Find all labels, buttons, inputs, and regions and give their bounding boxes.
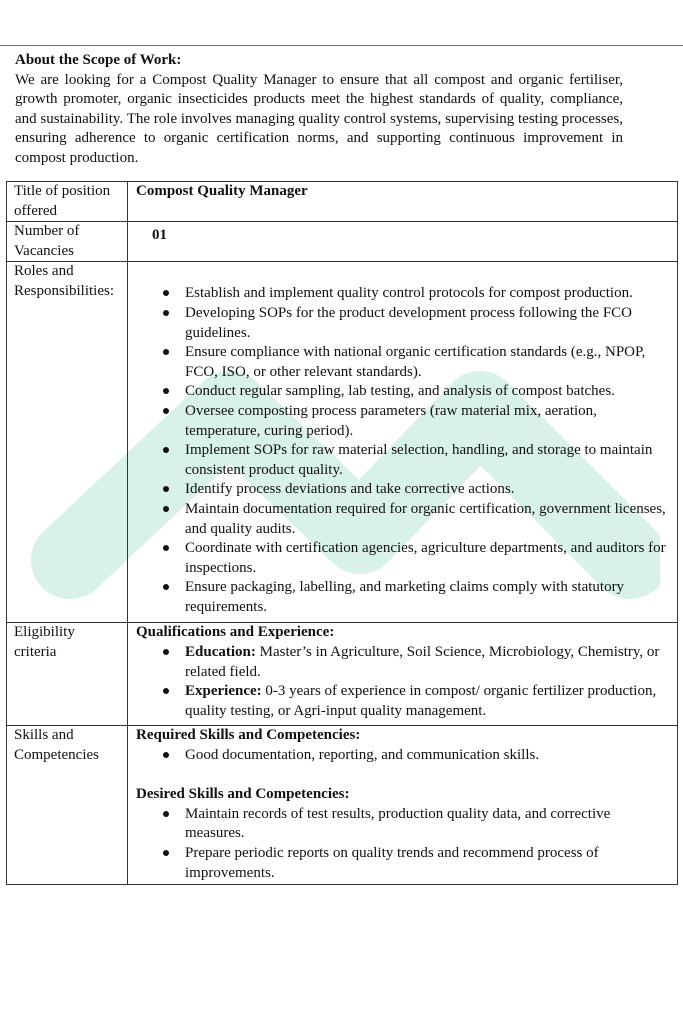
table-row-vacancies — [7, 222, 678, 262]
list-item — [185, 643, 671, 682]
experience-label: Experience: — [185, 683, 262, 700]
roles-list — [135, 284, 671, 617]
scope-heading: About the Scope of Work: — [15, 52, 182, 68]
list-item — [185, 682, 671, 721]
scope-paragraph: We are looking for a Compost Quality Manager to ensure that all compost and organic fertiliser, growth promoter, organic insecticides products meet the highest standards of quality, compliance, and sustainability. The role involves managing quality control systems, supervising testing processes, ensuring adherence to organic certification norms, and supporting continuous improvement in compost production. — [15, 71, 623, 166]
list-item: Good documentation, reporting, and communication skills. — [185, 746, 671, 766]
table-row-eligibility — [7, 623, 678, 726]
list-item: Maintain records of test results, production quality data, and corrective measures. — [185, 805, 671, 844]
experience-text: 0-3 years of experience in compost/ organic fertilizer production, quality testing, or Agri-input quality management. — [185, 683, 657, 719]
required-skills-heading: Required Skills and Competencies: — [136, 727, 361, 744]
education-label: Education: — [185, 644, 256, 661]
roles-label: Roles and Responsibilities: — [7, 262, 128, 623]
list-item: Implement SOPs for raw material selection, handling, and storage to maintain consistent product quality. — [185, 441, 671, 480]
education-text: Master’s in Agriculture, Soil Science, Microbiology, Chemistry, or related field. — [185, 644, 660, 680]
list-item: Coordinate with certification agencies, agriculture departments, and auditors for inspections. — [185, 539, 671, 578]
table-row-title — [7, 182, 678, 222]
list-item: Conduct regular sampling, lab testing, and analysis of compost batches. — [185, 382, 671, 402]
job-details-table — [6, 181, 678, 885]
table-row-skills — [7, 726, 678, 885]
list-item: Oversee composting process parameters (raw material mix, aeration, temperature, curing period). — [185, 402, 671, 441]
list-item: Ensure compliance with national organic certification standards (e.g., NPOP, FCO, ISO, or other relevant standards). — [185, 343, 671, 382]
list-item: Maintain documentation required for organic certification, government licenses, and quality audits. — [185, 500, 671, 539]
scope-section — [15, 51, 623, 169]
qualifications-heading: Qualifications and Experience: — [136, 624, 335, 641]
list-item: Prepare periodic reports on quality trends and recommend process of improvements. — [185, 844, 671, 883]
skills-cell — [128, 726, 678, 885]
list-item: Establish and implement quality control protocols for compost production. — [185, 284, 671, 304]
table-row-roles — [7, 262, 678, 623]
eligibility-cell — [128, 623, 678, 726]
eligibility-list — [135, 643, 671, 721]
list-item: Developing SOPs for the product development process following the FCO guidelines. — [185, 304, 671, 343]
top-rule — [0, 45, 683, 46]
vacancies-label: Number of Vacancies — [7, 222, 128, 262]
desired-skills-list — [135, 805, 671, 883]
position-title: Compost Quality Manager — [128, 182, 678, 222]
skills-label: Skills and Competencies — [7, 726, 128, 885]
required-skills-list — [135, 746, 671, 766]
desired-skills-heading: Desired Skills and Competencies: — [136, 786, 350, 803]
roles-cell — [128, 262, 678, 623]
list-item: Identify process deviations and take corrective actions. — [185, 480, 671, 500]
title-label: Title of position offered — [7, 182, 128, 222]
vacancies-count: 01 — [128, 222, 678, 262]
list-item: Ensure packaging, labelling, and marketing claims comply with statutory requirements. — [185, 578, 671, 617]
eligibility-label: Eligibility criteria — [7, 623, 128, 726]
